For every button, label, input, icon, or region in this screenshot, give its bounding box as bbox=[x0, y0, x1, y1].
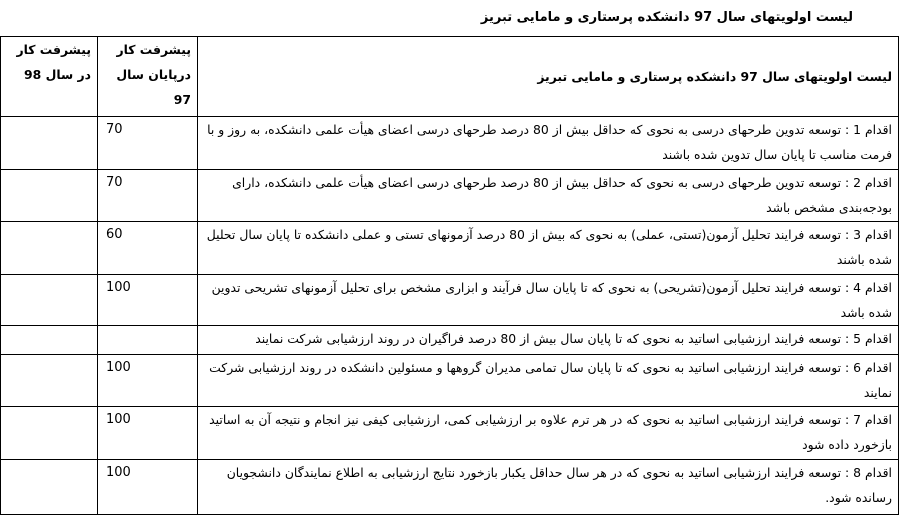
table-header-row bbox=[1, 37, 899, 117]
priorities-table bbox=[0, 36, 899, 515]
row-description: اقدام 6 : توسعه فرایند ارزشیابی اساتید به نحوی که تا پایان سال تمامی مدیران گروهها و مسئولین دانشکده در روند ارزشیابی شرکت نمایند bbox=[198, 355, 899, 407]
table-row bbox=[1, 407, 899, 460]
header-description: لیست اولویتهای سال 97 دانشکده پرستاری و مامایی تبریز bbox=[198, 37, 899, 117]
row-progress-97: 100 bbox=[98, 407, 198, 460]
row-progress-98 bbox=[1, 275, 98, 326]
row-progress-97: 70 bbox=[98, 170, 198, 222]
table-row bbox=[1, 117, 899, 170]
row-progress-98 bbox=[1, 355, 98, 407]
row-description: اقدام 1 : توسعه تدوین طرحهای درسی به نحوی که حداقل بیش از 80 درصد طرحهای درسی اعضای هیأت علمی دانشکده، به روز و با فرمت مناسب تا پایان سال تدوین شده باشند bbox=[198, 117, 899, 170]
table-row bbox=[1, 355, 899, 407]
page-title: لیست اولویتهای سال 97 دانشکده پرستاری و مامایی تبریز bbox=[480, 10, 853, 25]
row-progress-97: 100 bbox=[98, 275, 198, 326]
table-row bbox=[1, 460, 899, 515]
row-description: اقدام 3 : توسعه فرایند تحلیل آزمون(تستی، عملی) به نحوی که بیش از 80 درصد آزمونهای تستی و عملی دانشکده تا پایان سال تحلیل شده باشند bbox=[198, 222, 899, 275]
row-progress-97: 60 bbox=[98, 222, 198, 275]
row-description: اقدام 8 : توسعه فرایند ارزشیابی اساتید به نحوی که در هر سال حداقل یکبار بازخورد نتایج ارزشیابی به اطلاع نمایندگان دانشجویان رسانده شود. bbox=[198, 460, 899, 515]
row-description: اقدام 5 : توسعه فرایند ارزشیابی اساتید به نحوی که تا پایان سال بیش از 80 درصد فراگیران در روند ارزشیابی شرکت نمایند bbox=[198, 326, 899, 355]
row-description: اقدام 4 : توسعه فرایند تحلیل آزمون(تشریحی) به نحوی که تا پایان سال فرآیند و ابزاری مشخص برای تحلیل آزمونهای تشریحی تدوین شده باشد bbox=[198, 275, 899, 326]
header-progress-97: پیشرفت کار درپایان سال 97 bbox=[98, 37, 198, 117]
table-row bbox=[1, 275, 899, 326]
row-progress-97: 100 bbox=[98, 355, 198, 407]
row-progress-98 bbox=[1, 460, 98, 515]
row-progress-97: 100 bbox=[98, 460, 198, 515]
header-progress-98: پیشرفت کار در سال 98 bbox=[1, 37, 98, 117]
row-progress-98 bbox=[1, 407, 98, 460]
row-progress-98 bbox=[1, 326, 98, 355]
table-row bbox=[1, 326, 899, 355]
row-progress-98 bbox=[1, 117, 98, 170]
row-progress-97 bbox=[98, 326, 198, 355]
row-progress-98 bbox=[1, 170, 98, 222]
row-description: اقدام 2 : توسعه تدوین طرحهای درسی به نحوی که حداقل بیش از 80 درصد طرحهای درسی اعضای هیأت علمی دانشکده، دارای بودجه‌بندی مشخص باشد bbox=[198, 170, 899, 222]
table-row bbox=[1, 222, 899, 275]
row-progress-98 bbox=[1, 222, 98, 275]
row-progress-97: 70 bbox=[98, 117, 198, 170]
table-row bbox=[1, 170, 899, 222]
row-description: اقدام 7 : توسعه فرایند ارزشیابی اساتید به نحوی که در هر ترم علاوه بر ارزشیابی کمی، ارزشیابی کیفی نیز انجام و نتیجه آن به اساتید بازخورد داده شود bbox=[198, 407, 899, 460]
